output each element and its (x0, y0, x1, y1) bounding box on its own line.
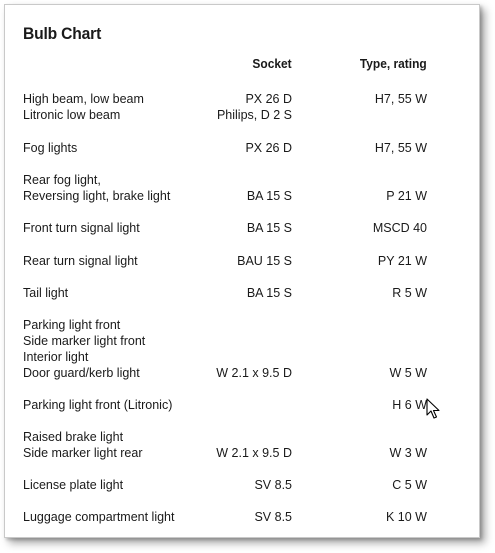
type-rating-value-line: H7, 55 W (374, 141, 427, 155)
bulb-description-line: Tail light (23, 286, 69, 300)
type-rating-value-line: R 5 W (392, 286, 427, 300)
socket-value-line: BA 15 S (246, 286, 292, 300)
bulb-description-line: Side marker light rear (23, 446, 143, 460)
type-rating-value (386, 172, 427, 204)
type-rating-value-line (390, 429, 428, 445)
bulb-description-line: Interior light (23, 350, 89, 364)
bulb-description (23, 91, 144, 123)
bulb-description-line: Side marker light front (23, 334, 146, 348)
type-rating-value (375, 91, 427, 107)
type-rating-value-line (390, 349, 428, 365)
socket-value-line (216, 429, 292, 445)
bulb-description-line: High beam, low beam (23, 92, 144, 106)
type-rating-value-line: H 6 W (392, 398, 427, 412)
type-rating-value-line (390, 333, 428, 349)
type-rating-value (386, 509, 427, 525)
socket-value-line (216, 349, 292, 365)
bulb-description (23, 285, 68, 301)
socket-value-line: PX 26 D (245, 141, 292, 155)
bulb-description-line: License plate light (23, 478, 124, 492)
socket-value (216, 317, 292, 381)
bulb-description-line: Door guard/kerb light (23, 366, 140, 380)
socket-value (247, 172, 292, 204)
bulb-description-line: Parking light front (Litronic) (23, 398, 173, 412)
bulb-description (23, 172, 170, 204)
bulb-description-line: Rear turn signal light (23, 254, 138, 268)
socket-value-line (216, 317, 292, 333)
type-rating-value (390, 317, 428, 381)
socket-value-line: SV 8.5 (254, 510, 292, 524)
type-rating-value-line (390, 317, 428, 333)
socket-value-line (247, 172, 292, 188)
socket-value (254, 477, 292, 493)
bulb-description-line: Luggage compartment light (23, 510, 175, 524)
socket-value-line: W 2.1 x 9.5 D (216, 446, 292, 460)
type-rating-value (392, 477, 427, 493)
socket-column-header: Socket (252, 56, 292, 71)
bulb-description (23, 429, 143, 461)
type-rating-value-line: C 5 W (392, 478, 427, 492)
socket-value-line (216, 333, 292, 349)
type-rating-value (373, 220, 427, 236)
socket-value-line: BA 15 S (246, 189, 292, 203)
socket-value-line: BA 15 S (246, 221, 292, 235)
type-rating-column-header: Type, rating (360, 56, 427, 71)
socket-value (237, 253, 292, 269)
socket-value (245, 140, 292, 156)
socket-value-line: SV 8.5 (254, 478, 292, 492)
type-rating-value (390, 429, 428, 461)
socket-value (247, 285, 292, 301)
bulb-description (23, 477, 123, 493)
type-rating-value-line: K 10 W (386, 510, 427, 524)
bulb-description (23, 397, 172, 413)
type-rating-value-line (386, 172, 427, 188)
bulb-description-line: Reversing light, brake light (23, 189, 171, 203)
socket-value-line: PX 26 D (245, 92, 292, 106)
socket-value (217, 91, 292, 123)
socket-value-line: BAU 15 S (237, 254, 292, 268)
type-rating-value-line: MSCD 40 (372, 221, 427, 235)
type-rating-value-line: W 3 W (389, 446, 427, 460)
type-rating-value-line: W 5 W (389, 366, 427, 380)
bulb-description (23, 140, 77, 156)
bulb-description (23, 220, 140, 236)
mouse-pointer-icon (426, 398, 440, 420)
socket-value (247, 220, 292, 236)
type-rating-value-line: PY 21 W (377, 254, 427, 268)
bulb-description-line: Fog lights (23, 141, 78, 155)
type-rating-value (375, 140, 427, 156)
socket-value-line: W 2.1 x 9.5 D (216, 366, 292, 380)
bulb-description (23, 317, 145, 381)
bulb-description (23, 253, 138, 269)
bulb-chart-page (4, 4, 480, 538)
bulb-description-line: Front turn signal light (23, 221, 140, 235)
bulb-description-line: Litronic low beam (23, 108, 121, 122)
socket-value (254, 509, 292, 525)
type-rating-value (378, 253, 427, 269)
page-title: Bulb Chart (23, 24, 102, 43)
type-rating-value (392, 285, 427, 301)
bulb-description-line: Parking light front (23, 318, 121, 332)
type-rating-value-line: H7, 55 W (374, 92, 427, 106)
type-rating-value-line: P 21 W (386, 189, 427, 203)
bulb-description (23, 509, 174, 525)
bulb-description-line: Rear fog light, (23, 173, 101, 187)
type-rating-value (392, 397, 427, 413)
socket-value-line: Philips, D 2 S (216, 108, 292, 122)
socket-value (216, 429, 292, 461)
bulb-description-line: Raised brake light (23, 430, 124, 444)
